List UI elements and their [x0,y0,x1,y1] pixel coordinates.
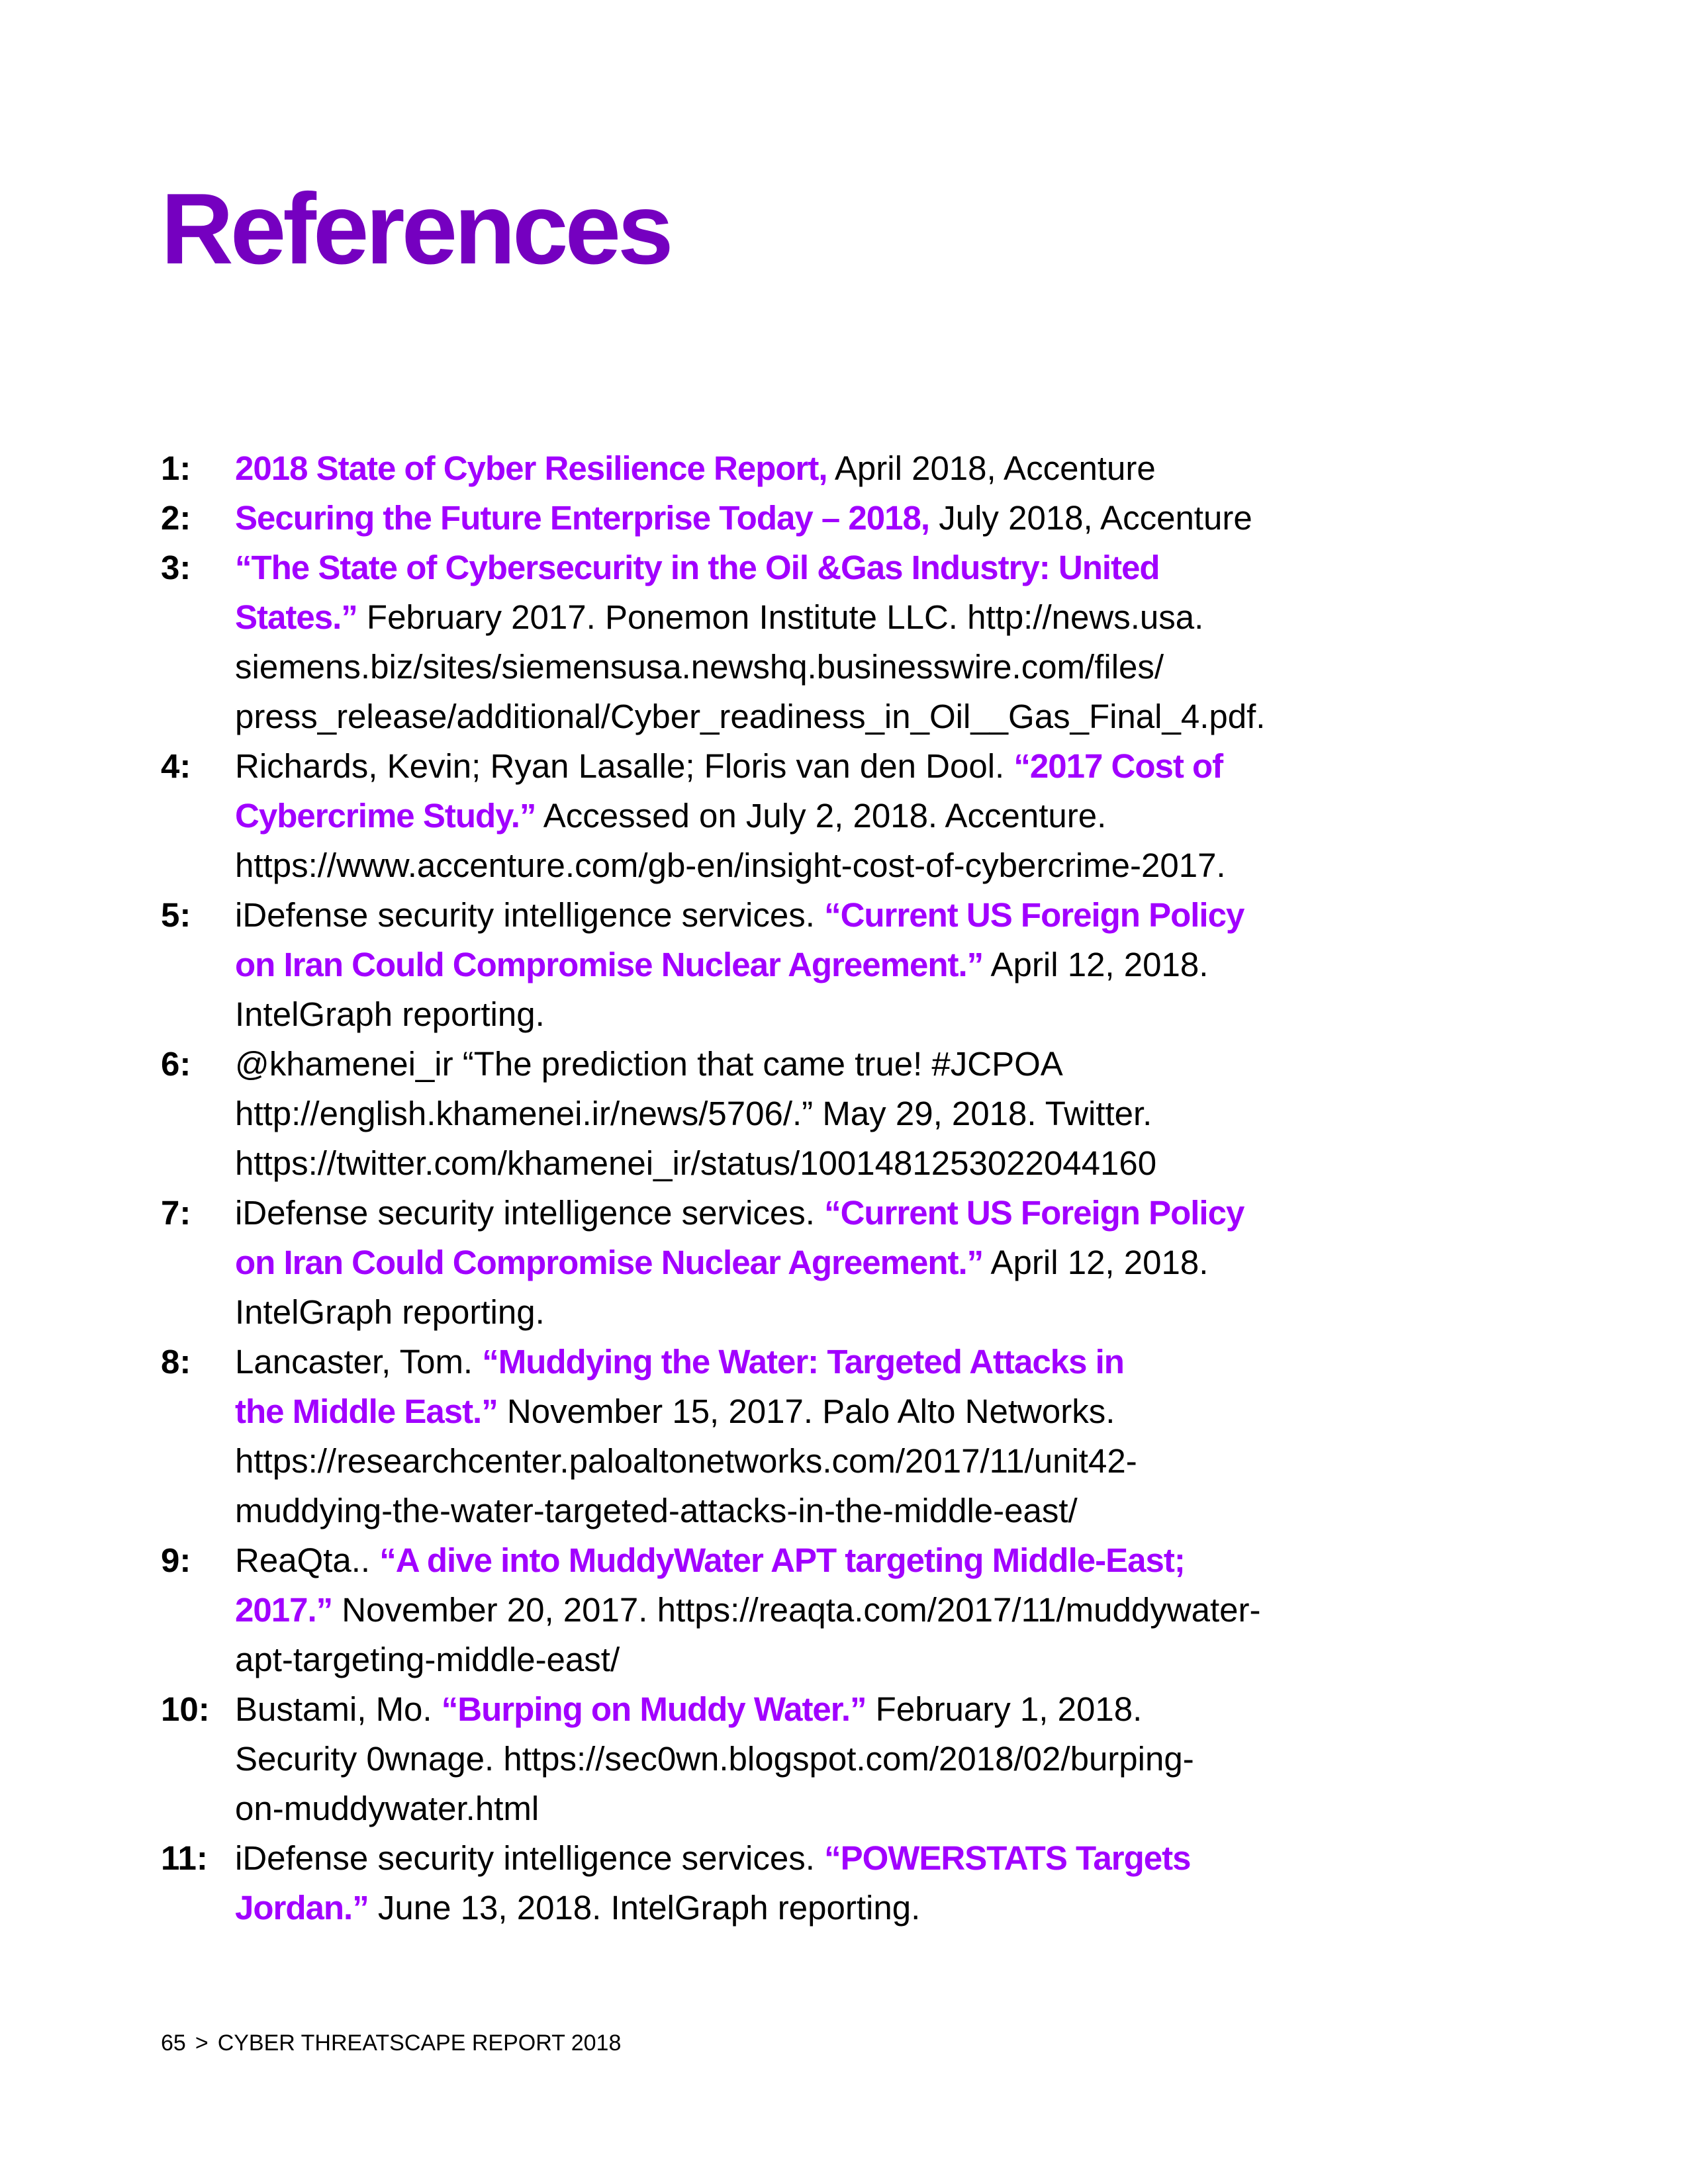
reference-text [235,1337,1453,1535]
reference-item [161,543,1419,741]
reference-number: 9: [161,1541,191,1579]
reference-number: 2: [161,499,191,537]
reference-item [161,890,1419,1039]
reference-detail: June 13, 2018. IntelGraph reporting. [368,1889,921,1927]
reference-line [235,1486,1453,1535]
reference-item [161,493,1419,543]
reference-line [235,1188,1453,1238]
reference-line [235,890,1453,940]
reference-text [235,890,1453,1039]
reference-title-highlight: on Iran Could Compromise Nuclear Agreement.” [235,1244,984,1281]
reference-text [235,1833,1453,1933]
reference-title-highlight: “The State of Cybersecurity in the Oil &Gas Industry: United [235,549,1160,586]
reference-detail: April 12, 2018. [983,1244,1209,1281]
reference-title-highlight: Jordan.” [235,1889,369,1927]
reference-detail: July 2018, Accenture [929,499,1252,537]
reference-line [235,741,1453,791]
reference-item [161,1188,1419,1337]
reference-item [161,443,1419,493]
reference-line [235,1436,1453,1486]
reference-item [161,1535,1419,1684]
reference-detail: November 15, 2017. Palo Alto Networks. [497,1392,1115,1430]
reference-line [235,1337,1453,1387]
reference-line [235,543,1453,592]
reference-line [235,493,1453,543]
reference-detail: @khamenei_ir “The prediction that came true! #JCPOA [235,1045,1063,1083]
reference-detail: Security 0wnage. https://sec0wn.blogspot.com/2018/02/burping- [235,1740,1194,1778]
reference-number: 7: [161,1194,191,1232]
reference-number: 6: [161,1045,191,1083]
reference-line [235,841,1453,890]
reference-detail: November 20, 2017. https://reaqta.com/2017/11/muddywater- [332,1591,1261,1629]
reference-detail: February 2017. Ponemon Institute LLC. http://news.usa. [357,598,1204,636]
reference-line [235,443,1453,493]
reference-line [235,592,1453,642]
reference-number: 8: [161,1343,191,1381]
reference-detail: on-muddywater.html [235,1790,539,1827]
page-footer [161,2030,621,2056]
reference-detail: Bustami, Mo. [235,1690,442,1728]
reference-number: 5: [161,896,191,934]
reference-title-highlight: Securing the Future Enterprise Today – 2018, [235,499,930,537]
reference-number: 1: [161,449,191,487]
reference-detail: April 12, 2018. [983,946,1209,983]
reference-detail: apt-targeting-middle-east/ [235,1641,620,1678]
reference-line [235,1535,1453,1585]
reference-line [235,1387,1453,1436]
reference-line [235,1883,1453,1933]
reference-detail: iDefense security intelligence services. [235,1194,825,1232]
reference-text [235,1188,1453,1337]
reference-text [235,1535,1453,1684]
reference-line [235,791,1453,841]
reference-detail: siemens.biz/sites/siemensusa.newshq.businesswire.com/files/ [235,648,1164,686]
reference-title-highlight: Cybercrime Study.” [235,797,536,835]
reference-title-highlight: 2018 State of Cyber Resilience Report, [235,449,827,487]
reference-line [235,692,1453,741]
reference-detail: https://www.accenture.com/gb-en/insight-cost-of-cybercrime-2017. [235,846,1226,884]
reference-line [235,1833,1453,1883]
reference-text [235,543,1453,741]
reference-line [235,1238,1453,1287]
reference-detail: press_release/additional/Cyber_readiness_in_Oil__Gas_Final_4.pdf. [235,698,1266,735]
reference-number: 4: [161,747,191,785]
reference-line [235,1784,1453,1833]
reference-title-highlight: on Iran Could Compromise Nuclear Agreement.” [235,946,984,983]
page-number: 65 [161,2030,186,2056]
reference-number: 3: [161,549,191,586]
reference-line [235,1089,1453,1138]
reference-title-highlight: “Current US Foreign Policy [824,1194,1244,1232]
reference-detail: Accessed on July 2, 2018. Accenture. [536,797,1107,835]
references-list [161,443,1419,1933]
reference-detail: ReaQta.. [235,1541,380,1579]
reference-text [235,1039,1453,1188]
reference-item [161,1039,1419,1188]
reference-line [235,642,1453,692]
reference-line [235,1287,1453,1337]
reference-title-highlight: “Current US Foreign Policy [824,896,1244,934]
reference-detail: April 2018, Accenture [827,449,1156,487]
reference-title-highlight: “2017 Cost of [1013,747,1223,785]
reference-line [235,940,1453,989]
page-title: References [161,173,671,285]
reference-detail: iDefense security intelligence services. [235,896,825,934]
reference-detail: https://twitter.com/khamenei_ir/status/1001481253022044160 [235,1144,1157,1182]
reference-text [235,741,1453,890]
reference-title-highlight: “Burping on Muddy Water.” [441,1690,867,1728]
reference-line [235,1138,1453,1188]
reference-line [235,989,1453,1039]
reference-number: 10: [161,1690,210,1728]
reference-line [235,1684,1453,1734]
reference-title-highlight: 2017.” [235,1591,333,1629]
reference-detail: iDefense security intelligence services. [235,1839,825,1877]
reference-line [235,1734,1453,1784]
reference-title-highlight: the Middle East.” [235,1392,498,1430]
reference-item [161,741,1419,890]
reference-detail: IntelGraph reporting. [235,995,545,1033]
reference-detail: muddying-the-water-targeted-attacks-in-the-middle-east/ [235,1492,1078,1529]
reference-number: 11: [161,1839,208,1877]
reference-detail: IntelGraph reporting. [235,1293,545,1331]
reference-line [235,1039,1453,1089]
reference-item [161,1833,1419,1933]
reference-title-highlight: States.” [235,598,357,636]
reference-detail: Richards, Kevin; Ryan Lasalle; Floris van den Dool. [235,747,1014,785]
report-title: CYBER THREATSCAPE REPORT 2018 [217,2030,622,2056]
reference-detail: https://researchcenter.paloaltonetworks.com/2017/11/unit42- [235,1442,1137,1480]
reference-detail: http://english.khamenei.ir/news/5706/.” May 29, 2018. Twitter. [235,1095,1152,1132]
reference-title-highlight: “A dive into MuddyWater APT targeting Middle-East; [379,1541,1185,1579]
reference-text [235,443,1453,493]
reference-item [161,1337,1419,1535]
reference-line [235,1585,1453,1635]
reference-title-highlight: “Muddying the Water: Targeted Attacks in [482,1343,1124,1381]
footer-separator: > [195,2030,209,2056]
reference-line [235,1635,1453,1684]
reference-text [235,1684,1453,1833]
reference-text [235,493,1453,543]
reference-detail: Lancaster, Tom. [235,1343,483,1381]
reference-title-highlight: “POWERSTATS Targets [824,1839,1191,1877]
reference-detail: February 1, 2018. [866,1690,1143,1728]
reference-item [161,1684,1419,1833]
